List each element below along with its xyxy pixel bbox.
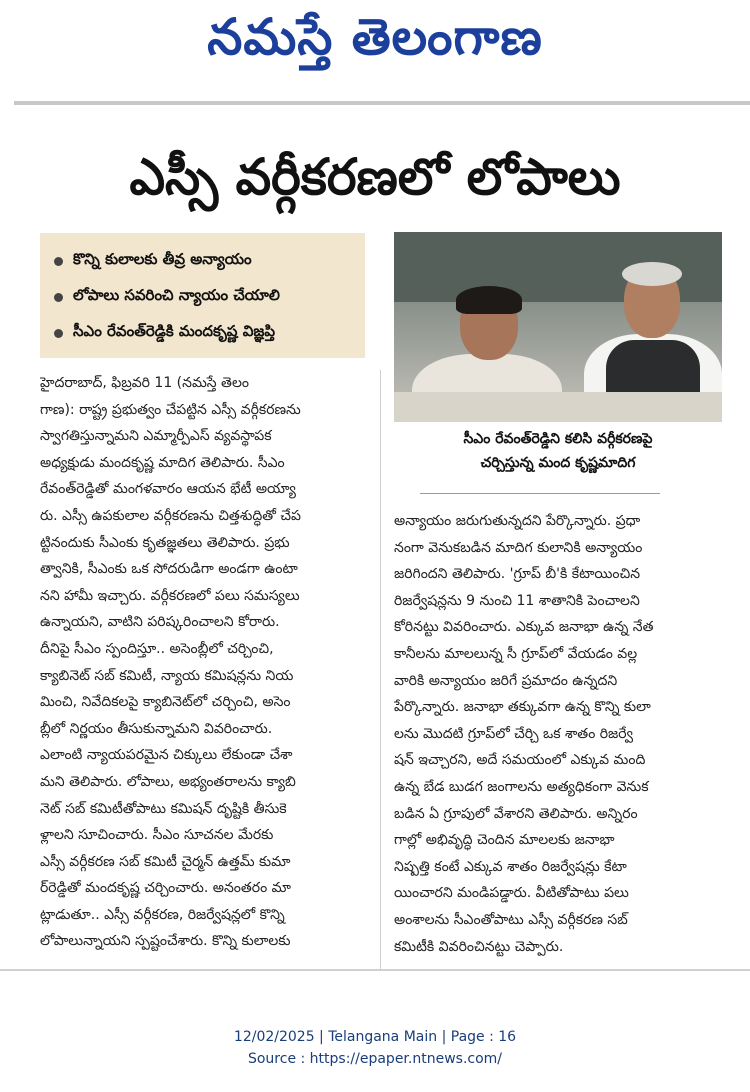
article-line: గాల్లో అభివృద్ధి చెందిన మాలలకు జనాభా (394, 832, 615, 849)
article-line: కానీలను మాలలున్న సీ గ్రూప్‌లో వేయడం వల్ల (394, 645, 638, 662)
highlight-item: సీఎం రేవంత్‌రెడ్డికి మందకృష్ణ విజ్ఞప్తి (54, 315, 355, 351)
article-line: జరిగిందని తెలిపారు. 'గ్రూప్ బీ'కి కేటాయించిన (394, 566, 641, 583)
article-line: లను మొదటి గ్రూప్‌లో చేర్చి ఒక శాతం రిజర్వే (394, 725, 633, 742)
article-line: త్వానికి, సీఎంకు ఒక సోదరుడిగా అండగా ఉంటా (40, 561, 298, 578)
article-line: స్వాగతిస్తున్నామని ఎమ్మార్పీఎస్ వ్యవస్థాపక (40, 428, 272, 445)
news-photo (394, 232, 722, 422)
column-divider (380, 370, 381, 970)
article-line: నిష్పత్తి కంటే ఎక్కువ శాతం రిజర్వేషన్లు కేటా (394, 858, 627, 875)
bullet-icon (54, 329, 63, 338)
article-line: అంశాలను సీఎంతోపాటు ఎస్సీ వర్గీకరణ సబ్ (394, 911, 628, 928)
article-line: ఎలాంటి న్యాయపరమైన చిక్కులు లేకుండా చేశా (40, 747, 293, 764)
article-line: ట్లాడుతూ.. ఎస్సీ వర్గీకరణ, రిజర్వేషన్లలో కొన్ని (40, 906, 285, 923)
bottom-divider (0, 969, 750, 971)
article-line: ఉన్నాయని, వాటిని పరిష్కరించాలని కోరారు. (40, 614, 280, 631)
article-line: రు. ఎస్సీ ఉపకులాల వర్గీకరణను చిత్తశుద్ధితో చేప (40, 507, 301, 524)
article-line: అధ్యక్షుడు మందకృష్ణ మాదిగ తెలిపారు. సీఎం (40, 454, 285, 471)
article-line: పేర్కొన్నారు. జనాభా తక్కువగా ఉన్న కొన్ని కులా (394, 699, 651, 716)
highlight-item: కొన్ని కులాలకు తీవ్ర అన్యాయం (54, 243, 355, 279)
footer-edition-info: 12/02/2025 | Telangana Main | Page : 16 (233, 1029, 517, 1045)
masthead (0, 0, 750, 78)
article-line: కోరినట్టు వివరించారు. ఎక్కువ జనాభా ఉన్న నేత (394, 619, 654, 636)
footer-source: Source : https://epaper.ntnews.com/ (247, 1051, 503, 1067)
article-line: మని తెలిపారు. లోపాలు, అభ్యంతరాలను క్యాబి (40, 773, 296, 790)
article-line: ట్టినందుకు సీఎంకు కృతజ్ఞతలు తెలిపారు. ప్రభు (40, 534, 290, 551)
article-line: బ్లీలో నిర్ణయం తీసుకున్నామని వివరించారు. (40, 720, 273, 737)
page-footer (0, 1026, 750, 1070)
top-divider (14, 101, 750, 105)
masthead-title: నమస్తే తెలంగాణ (207, 7, 543, 66)
headline: ఎస్సీ వర్గీకరణలో లోపాలు (129, 148, 621, 206)
article-line: ర్‌రెడ్డితో మందకృష్ణ చర్చించారు. అనంతరం మా (40, 880, 291, 897)
article-line: ళ్లాలని సూచించారు. సీఎం సూచనల మేరకు (40, 827, 274, 844)
caption-line: సీఎం రేవంత్‌రెడ్డిని కలిసి వర్గీకరణపై (463, 431, 653, 447)
bullet-icon (54, 293, 63, 302)
article-line: క్యాబినెట్ సబ్ కమిటీ, న్యాయ కమిషన్లను నియ (40, 667, 294, 684)
article-line: నెట్ సబ్ కమిటీతోపాటు కమిషన్ దృష్టికి తీసుకె (40, 800, 287, 817)
caption-divider (420, 493, 660, 494)
article-line: దీనిపై సీఎం స్పందిస్తూ.. అసెంబ్లీలో చర్చించి, (40, 640, 274, 657)
bullet-icon (54, 257, 63, 266)
highlight-item: లోపాలు సవరించి న్యాయం చేయాలి (54, 279, 355, 315)
article-line: షన్ ఇచ్చారని, అదే సమయంలో ఎక్కువ మంది (394, 752, 646, 769)
article-line: నంగా వెనుకబడిన మాదిగ కులానికి అన్యాయం (394, 539, 643, 556)
article-line: కమిటీకి వివరించినట్టు చెప్పారు. (394, 938, 564, 955)
article-line: రిజర్వేషన్లను 9 నుంచి 11 శాతానికి పెంచాలని (394, 592, 640, 609)
article-line: హైదరాబాద్, ఫిబ్రవరి 11 (నమస్తే తెలం (40, 375, 249, 391)
photo-caption (394, 427, 722, 479)
article-line: యించారని మండిపడ్డారు. వీటితోపాటు పలు (394, 885, 629, 902)
article-line: రేవంత్‌రెడ్డితో మంగళవారం ఆయన భేటీ అయ్యా (40, 481, 296, 498)
article-line: వారికి అన్యాయం జరిగే ప్రమాదం ఉన్నదని (394, 672, 618, 689)
article-line: ఎస్సీ వర్గీకరణ సబ్ కమిటీ చైర్మన్ ఉత్తమ్ కుమా (40, 853, 291, 870)
caption-line: చర్చిస్తున్న మంద కృష్ణమాదిగ (480, 455, 636, 471)
article-line: ఉన్న బేడ బుడగ జంగాలను అత్యధికంగా వెనుక (394, 778, 649, 795)
article-line: అన్యాయం జరుగుతున్నదని పేర్కొన్నారు. ప్రధా (394, 513, 641, 529)
article-right-column (394, 508, 724, 960)
article-line: లోపాలున్నాయని స్పష్టంచేశారు. కొన్ని కులాలకు (40, 933, 291, 950)
article-line: గాణ): రాష్ట్ర ప్రభుత్వం చేపట్టిన ఎస్సీ వర్గీకరణను (40, 401, 301, 418)
article-left-column (40, 370, 366, 955)
article-line: నని హామీ ఇచ్చారు. వర్గీకరణలో పలు సమస్యలు (40, 587, 300, 604)
article-line: బడిన ఏ గ్రూపులో వేశారని తెలిపారు. అన్నిరం (394, 805, 638, 822)
highlights-box (40, 233, 365, 358)
article-line: మించి, నివేదికలపై క్యాబినెట్‌లో చర్చించి, అసెం (40, 694, 291, 711)
